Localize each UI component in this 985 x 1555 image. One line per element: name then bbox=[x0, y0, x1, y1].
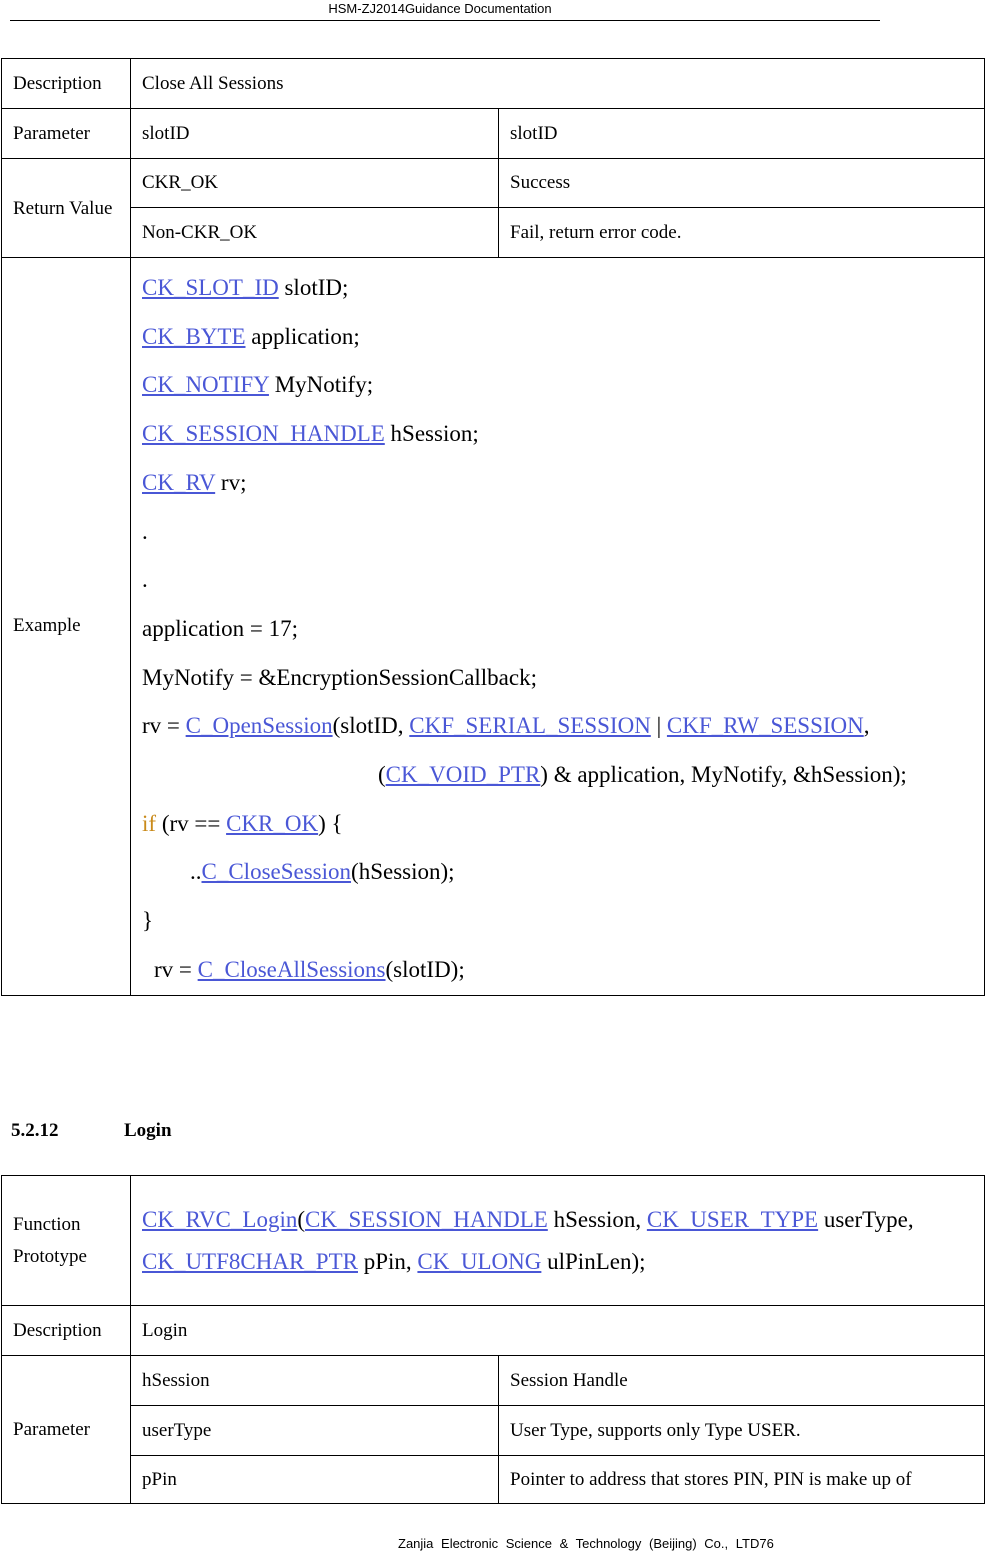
code-text: hSession, bbox=[547, 1206, 647, 1232]
flag-link[interactable]: CKF_RW_SESSION bbox=[666, 713, 864, 739]
return-desc: Success bbox=[499, 159, 985, 208]
type-link[interactable]: CK_SESSION_HANDLE bbox=[305, 1206, 548, 1232]
code-text: MyNotify; bbox=[268, 372, 374, 398]
code-text: ) & application, MyNotify, &hSession); bbox=[540, 762, 907, 788]
prototype-line bbox=[142, 1204, 984, 1236]
parameter-desc: slotID bbox=[499, 109, 985, 159]
code-text: ( bbox=[378, 762, 386, 788]
code-text: rv = bbox=[154, 956, 198, 982]
parameter-desc: Session Handle bbox=[499, 1356, 985, 1406]
constant-link[interactable]: CKR_OK bbox=[226, 810, 319, 836]
section-heading bbox=[11, 1120, 172, 1142]
return-value-label: Return Value bbox=[2, 159, 131, 258]
return-code: Non-CKR_OK bbox=[131, 208, 499, 258]
type-link[interactable]: CK_VOID_PTR bbox=[385, 762, 541, 788]
login-table bbox=[1, 1175, 985, 1504]
parameter-desc: User Type, supports only Type USER. bbox=[499, 1406, 985, 1456]
function-prototype bbox=[131, 1176, 985, 1306]
code-text: slotID; bbox=[278, 275, 349, 300]
code-text: rv; bbox=[215, 469, 247, 495]
code-text: hSession; bbox=[384, 421, 479, 447]
parameter-name: userType bbox=[131, 1406, 499, 1456]
code-text: ulPinLen); bbox=[541, 1248, 646, 1274]
code-line bbox=[142, 264, 984, 313]
code-line bbox=[142, 751, 984, 800]
code-line: application = 17; bbox=[142, 615, 299, 641]
type-link[interactable]: CK_RV bbox=[142, 469, 216, 495]
code-line bbox=[142, 361, 984, 410]
type-link[interactable]: CK_UTF8CHAR_PTR bbox=[142, 1248, 358, 1274]
code-line: . bbox=[142, 518, 148, 544]
code-line: } bbox=[142, 908, 154, 934]
code-line bbox=[142, 702, 984, 751]
type-link[interactable]: CK_BYTE bbox=[142, 323, 246, 349]
type-link[interactable]: CK_USER_TYPE bbox=[646, 1206, 819, 1232]
code-line bbox=[142, 410, 984, 459]
prototype-label: Function Prototype bbox=[2, 1176, 131, 1306]
example-code bbox=[131, 258, 985, 996]
parameter-label: Parameter bbox=[2, 1356, 131, 1504]
code-text: userType, bbox=[818, 1206, 914, 1232]
function-link[interactable]: CK_RVC_Login bbox=[142, 1206, 298, 1232]
code-line bbox=[142, 946, 984, 995]
code-text: rv = bbox=[142, 713, 186, 739]
description-value: Close All Sessions bbox=[131, 59, 985, 109]
section-title: Login bbox=[124, 1120, 172, 1141]
code-text: ) { bbox=[318, 810, 343, 836]
parameter-name: pPin bbox=[131, 1456, 499, 1504]
page-header-title: HSM-ZJ2014Guidance Documentation bbox=[328, 1, 552, 16]
code-line bbox=[142, 313, 984, 362]
code-line: . bbox=[142, 567, 148, 593]
description-label: Description bbox=[2, 1306, 131, 1356]
code-line bbox=[142, 459, 984, 508]
code-text: (hSession); bbox=[351, 859, 455, 885]
code-text: (slotID, bbox=[332, 713, 410, 739]
description-label: Description bbox=[2, 59, 131, 109]
function-link[interactable]: C_CloseAllSessions bbox=[197, 956, 386, 982]
code-text: , bbox=[863, 713, 870, 739]
description-value: Login bbox=[131, 1306, 985, 1356]
code-text: ( bbox=[297, 1206, 306, 1232]
code-text: application; bbox=[245, 323, 360, 349]
code-text: .. bbox=[190, 859, 202, 885]
code-line: MyNotify = &EncryptionSessionCallback; bbox=[142, 664, 537, 690]
type-link[interactable]: CK_ULONG bbox=[417, 1248, 542, 1274]
parameter-name: hSession bbox=[131, 1356, 499, 1406]
header-rule bbox=[10, 20, 880, 21]
keyword-if: if bbox=[142, 810, 157, 836]
parameter-name: slotID bbox=[131, 109, 499, 159]
type-link[interactable]: CK_SESSION_HANDLE bbox=[142, 421, 385, 447]
section-number: 5.2.12 bbox=[11, 1120, 59, 1141]
example-label: Example bbox=[2, 258, 131, 996]
return-code: CKR_OK bbox=[131, 159, 499, 208]
code-text: (rv == bbox=[156, 810, 227, 836]
return-desc: Fail, return error code. bbox=[499, 208, 985, 258]
type-link[interactable]: CK_NOTIFY bbox=[142, 372, 269, 398]
parameter-desc: Pointer to address that stores PIN, PIN is make up of bbox=[499, 1456, 985, 1504]
code-line bbox=[142, 848, 984, 897]
close-all-sessions-table bbox=[1, 58, 985, 996]
code-text: (slotID); bbox=[385, 956, 465, 982]
prototype-line bbox=[142, 1246, 984, 1278]
function-link[interactable]: C_OpenSession bbox=[185, 713, 333, 739]
code-text: pPin, bbox=[357, 1248, 418, 1274]
parameter-label: Parameter bbox=[2, 109, 131, 159]
function-link[interactable]: C_CloseSession bbox=[201, 859, 352, 885]
type-link[interactable]: CK_SLOT_ID bbox=[142, 275, 279, 300]
code-text: | bbox=[650, 713, 667, 739]
flag-link[interactable]: CKF_SERIAL_SESSION bbox=[409, 713, 651, 739]
page-footer: Zanjia Electronic Science & Technology (Beijing) Co., LTD76 bbox=[398, 1536, 774, 1551]
code-line bbox=[142, 800, 984, 849]
